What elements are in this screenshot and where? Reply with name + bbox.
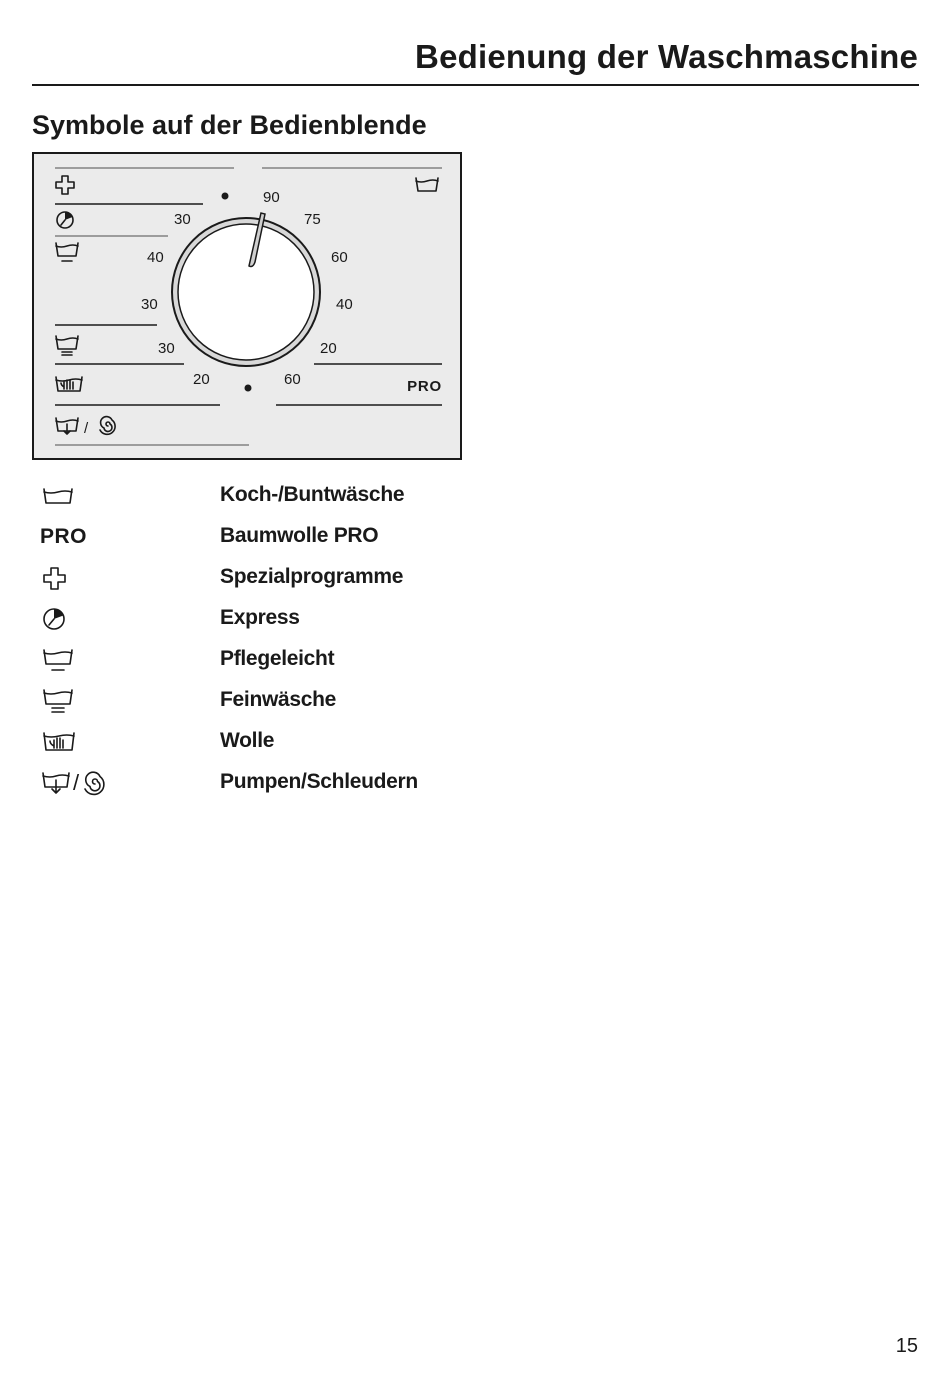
- legend-symbol: [40, 563, 76, 593]
- control-panel-illustration: [32, 152, 462, 460]
- tub-two-bars-icon: [40, 687, 76, 715]
- legend-symbol: [40, 686, 76, 716]
- legend-label: Express: [220, 606, 300, 629]
- hand-wash-icon: [40, 728, 78, 756]
- legend-item: [40, 763, 500, 804]
- legend-symbol: [40, 481, 76, 511]
- dial-top-dot: [222, 193, 229, 200]
- legend-symbol: [40, 604, 76, 634]
- dial-number-40: 40: [147, 249, 164, 266]
- legend-label: Pflegeleicht: [220, 647, 335, 670]
- dial-number-30: 30: [141, 296, 158, 313]
- spin-separator: /: [84, 420, 89, 437]
- dial-number-60: 60: [331, 249, 348, 266]
- legend-symbol: [40, 768, 110, 798]
- legend-symbol: [40, 645, 76, 675]
- header-divider: [32, 84, 919, 86]
- spin-icon: [80, 769, 110, 797]
- dial-number-30: 30: [158, 340, 175, 357]
- program-selector-knob: [178, 224, 314, 360]
- legend-item: [40, 558, 500, 599]
- legend-item: [40, 599, 500, 640]
- legend-symbol: [40, 522, 87, 552]
- legend-item: [40, 517, 500, 558]
- legend-label: Pumpen/Schleudern: [220, 770, 418, 793]
- tub-icon: [40, 484, 76, 508]
- symbol-legend: [40, 476, 500, 804]
- legend-label: Wolle: [220, 729, 275, 752]
- dial-bottom-dot: [245, 385, 252, 392]
- section-title: Symbole auf der Bedienblende: [32, 110, 427, 140]
- dial-number-40: 40: [336, 296, 353, 313]
- cross-icon: [40, 565, 76, 591]
- legend-item: [40, 722, 500, 763]
- drain-spin-separator: /: [73, 770, 80, 795]
- legend-label: Spezialprogramme: [220, 565, 404, 588]
- dial-number-75: 75: [304, 211, 321, 228]
- legend-label: Baumwolle PRO: [220, 524, 379, 547]
- dial-number-90: 90: [263, 189, 280, 206]
- legend-symbol: [40, 727, 78, 757]
- legend-item: [40, 640, 500, 681]
- legend-label: Feinwäsche: [220, 688, 337, 711]
- dial-number-20: 20: [320, 340, 337, 357]
- pro-label: PRO: [407, 378, 442, 395]
- dial-number-20: 20: [193, 371, 210, 388]
- dial-number-60: 60: [284, 371, 301, 388]
- control-panel-svg: [32, 152, 462, 460]
- legend-item: [40, 476, 500, 517]
- pro-symbol-text: PRO: [40, 525, 88, 548]
- dial-number-30: 30: [174, 211, 191, 228]
- page-header-title: Bedienung der Waschmaschine: [415, 38, 918, 75]
- tub-one-bar-icon: [40, 646, 76, 674]
- drain-icon: [40, 769, 72, 797]
- clock-express-icon: [40, 606, 76, 632]
- page-number: 15: [895, 1335, 918, 1357]
- legend-label: Koch-/Buntwäsche: [220, 483, 405, 506]
- legend-item: [40, 681, 500, 722]
